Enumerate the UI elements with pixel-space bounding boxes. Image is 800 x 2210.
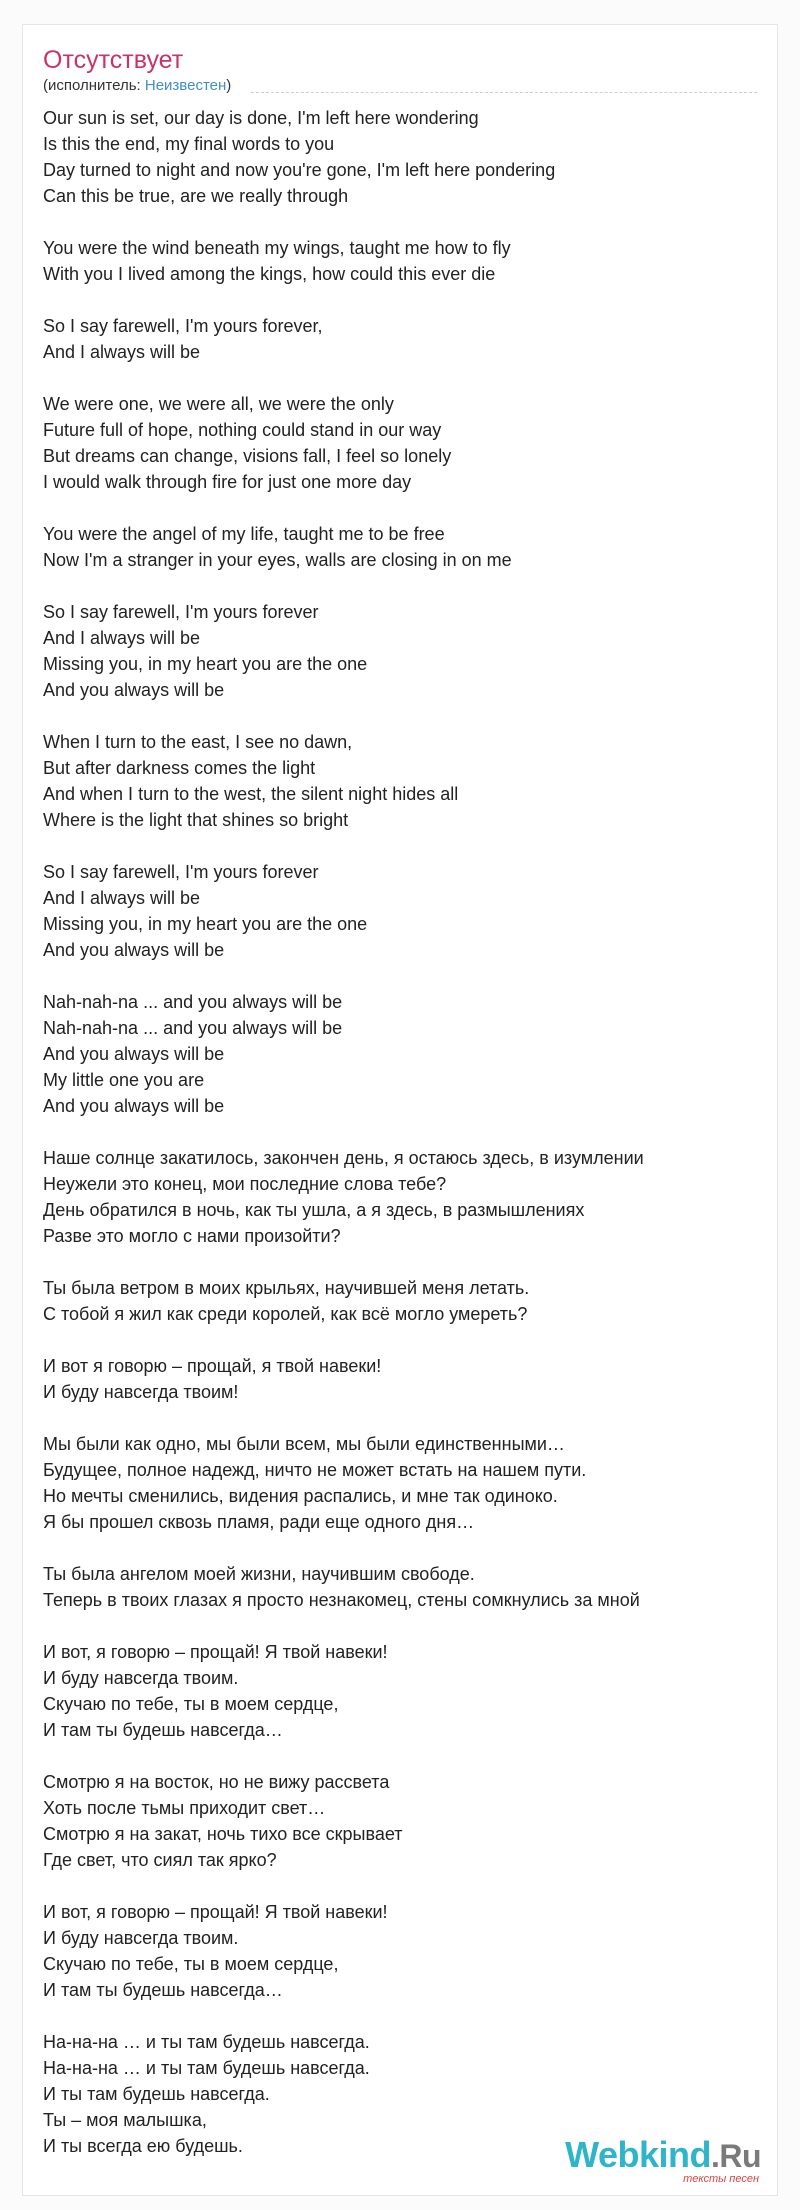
lyrics-stanza xyxy=(43,1431,763,1535)
lyric-line: И вот я говорю – прощай, я твой навеки! xyxy=(43,1356,382,1376)
lyric-line: With you I lived among the kings, how could this ever die xyxy=(43,264,496,284)
lyric-line: И там ты будешь навсегда… xyxy=(43,1980,283,2000)
lyrics-stanza xyxy=(43,1769,763,1873)
lyrics-stanza xyxy=(43,599,763,703)
lyric-line: And I always will be xyxy=(43,888,201,908)
logo-tld: .Ru xyxy=(710,2138,761,2174)
lyric-line: Неужели это конец, мои последние слова тебе? xyxy=(43,1174,447,1194)
lyric-line: Но мечты сменились, видения распались, и мне так одиноко. xyxy=(43,1486,558,1506)
lyric-line: Ты – моя малышка, xyxy=(43,2110,207,2130)
lyrics-stanza xyxy=(43,1639,763,1743)
lyric-line: Где свет, что сиял так ярко? xyxy=(43,1850,277,1870)
lyric-line: Can this be true, are we really through xyxy=(43,186,349,206)
lyrics-stanza xyxy=(43,859,763,963)
artist-link[interactable]: Неизвестен xyxy=(144,77,227,94)
lyric-line: You were the angel of my life, taught me to be free xyxy=(43,524,445,544)
lyric-line: Мы были как одно, мы были всем, мы были единственными… xyxy=(43,1434,565,1454)
lyric-line: Nah-nah-na ... and you always will be xyxy=(43,992,343,1012)
lyric-line: Now I'm a stranger in your eyes, walls are closing in on me xyxy=(43,550,512,570)
lyric-line: But dreams can change, visions fall, I feel so lonely xyxy=(43,446,452,466)
lyric-line: Nah-nah-na ... and you always will be xyxy=(43,1018,343,1038)
lyrics-stanza xyxy=(43,729,763,833)
lyric-line: И вот, я говорю – прощай! Я твой навеки! xyxy=(43,1902,388,1922)
lyric-line: На-на-на … и ты там будешь навсегда. xyxy=(43,2032,370,2052)
lyric-line: Is this the end, my final words to you xyxy=(43,134,335,154)
lyrics-stanza xyxy=(43,105,763,209)
lyric-line: When I turn to the east, I see no dawn, xyxy=(43,732,353,752)
lyrics-stanza xyxy=(43,521,763,573)
lyrics-stanza xyxy=(43,1145,763,1249)
lyric-line: So I say farewell, I'm yours forever xyxy=(43,862,319,882)
lyrics-stanza xyxy=(43,313,763,365)
lyrics-stanza xyxy=(43,391,763,495)
lyric-line: Смотрю я на закат, ночь тихо все скрывает xyxy=(43,1824,403,1844)
logo-name: Webkind xyxy=(565,2134,711,2175)
lyric-line: Теперь в твоих глазах я просто незнакомец, стены сомкнулись за мной xyxy=(43,1590,640,1610)
lyrics-card xyxy=(22,24,778,2196)
lyric-line: We were one, we were all, we were the only xyxy=(43,394,394,414)
lyric-line: И буду навсегда твоим. xyxy=(43,1668,239,1688)
lyric-line: И там ты будешь навсегда… xyxy=(43,1720,283,1740)
lyric-line: And you always will be xyxy=(43,1096,225,1116)
lyric-line: And when I turn to the west, the silent night hides all xyxy=(43,784,459,804)
lyric-line: Разве это могло с нами произойти? xyxy=(43,1226,341,1246)
lyric-line: And you always will be xyxy=(43,680,225,700)
lyric-line: And you always will be xyxy=(43,1044,225,1064)
logo-wordmark xyxy=(565,2134,761,2175)
lyric-line: И ты там будешь навсегда. xyxy=(43,2084,270,2104)
lyric-line: И ты всегда ею будешь. xyxy=(43,2136,243,2156)
lyric-line: На-на-на … и ты там будешь навсегда. xyxy=(43,2058,370,2078)
song-title: Отсутствует xyxy=(43,46,184,74)
artist-suffix: ) xyxy=(226,77,232,94)
lyric-line: And I always will be xyxy=(43,628,201,648)
lyric-line: Я бы прошел сквозь пламя, ради еще одного дня… xyxy=(43,1512,475,1532)
header-divider xyxy=(251,92,757,93)
lyric-line: Смотрю я на восток, но не вижу рассвета xyxy=(43,1772,390,1792)
site-logo[interactable] xyxy=(565,2134,761,2185)
lyric-line: Our sun is set, our day is done, I'm left here wondering xyxy=(43,108,479,128)
artist-line xyxy=(43,76,231,96)
lyric-line: И буду навсегда твоим! xyxy=(43,1382,239,1402)
lyrics-stanza xyxy=(43,1353,763,1405)
lyrics-body xyxy=(43,105,763,2185)
lyric-line: День обратился в ночь, как ты ушла, а я здесь, в размышлениях xyxy=(43,1200,585,1220)
lyric-line: Missing you, in my heart you are the one xyxy=(43,914,368,934)
lyrics-stanza xyxy=(43,1561,763,1613)
lyric-line: You were the wind beneath my wings, taught me how to fly xyxy=(43,238,511,258)
lyric-line: С тобой я жил как среди королей, как всё могло умереть? xyxy=(43,1304,528,1324)
lyric-line: И буду навсегда твоим. xyxy=(43,1928,239,1948)
lyric-line: Where is the light that shines so bright xyxy=(43,810,349,830)
lyrics-stanza xyxy=(43,989,763,1119)
lyric-line: Future full of hope, nothing could stand in our way xyxy=(43,420,442,440)
lyric-line: И вот, я говорю – прощай! Я твой навеки! xyxy=(43,1642,388,1662)
lyric-line: But after darkness comes the light xyxy=(43,758,316,778)
lyric-line: Хоть после тьмы приходит свет… xyxy=(43,1798,326,1818)
lyrics-stanza xyxy=(43,1275,763,1327)
lyric-line: Скучаю по тебе, ты в моем сердце, xyxy=(43,1694,339,1714)
lyric-line: Missing you, in my heart you are the one xyxy=(43,654,368,674)
lyric-line: Ты была ветром в моих крыльях, научившей меня летать. xyxy=(43,1278,530,1298)
lyric-line: And you always will be xyxy=(43,940,225,960)
lyrics-stanza xyxy=(43,235,763,287)
lyric-line: Скучаю по тебе, ты в моем сердце, xyxy=(43,1954,339,1974)
artist-prefix: (исполнитель: xyxy=(43,77,145,94)
lyric-line: Ты была ангелом моей жизни, научившим свободе. xyxy=(43,1564,475,1584)
lyric-line: Наше солнце закатилось, закончен день, я остаюсь здесь, в изумлении xyxy=(43,1148,644,1168)
lyric-line: I would walk through fire for just one more day xyxy=(43,472,412,492)
lyric-line: Day turned to night and now you're gone, I'm left here pondering xyxy=(43,160,556,180)
lyric-line: My little one you are xyxy=(43,1070,205,1090)
lyric-line: So I say farewell, I'm yours forever, xyxy=(43,316,323,336)
lyric-line: Будущее, полное надежд, ничто не может встать на нашем пути. xyxy=(43,1460,587,1480)
logo-tagline: тексты песен xyxy=(683,2173,759,2185)
lyric-line: And I always will be xyxy=(43,342,201,362)
lyric-line: So I say farewell, I'm yours forever xyxy=(43,602,319,622)
lyrics-stanza xyxy=(43,1899,763,2003)
